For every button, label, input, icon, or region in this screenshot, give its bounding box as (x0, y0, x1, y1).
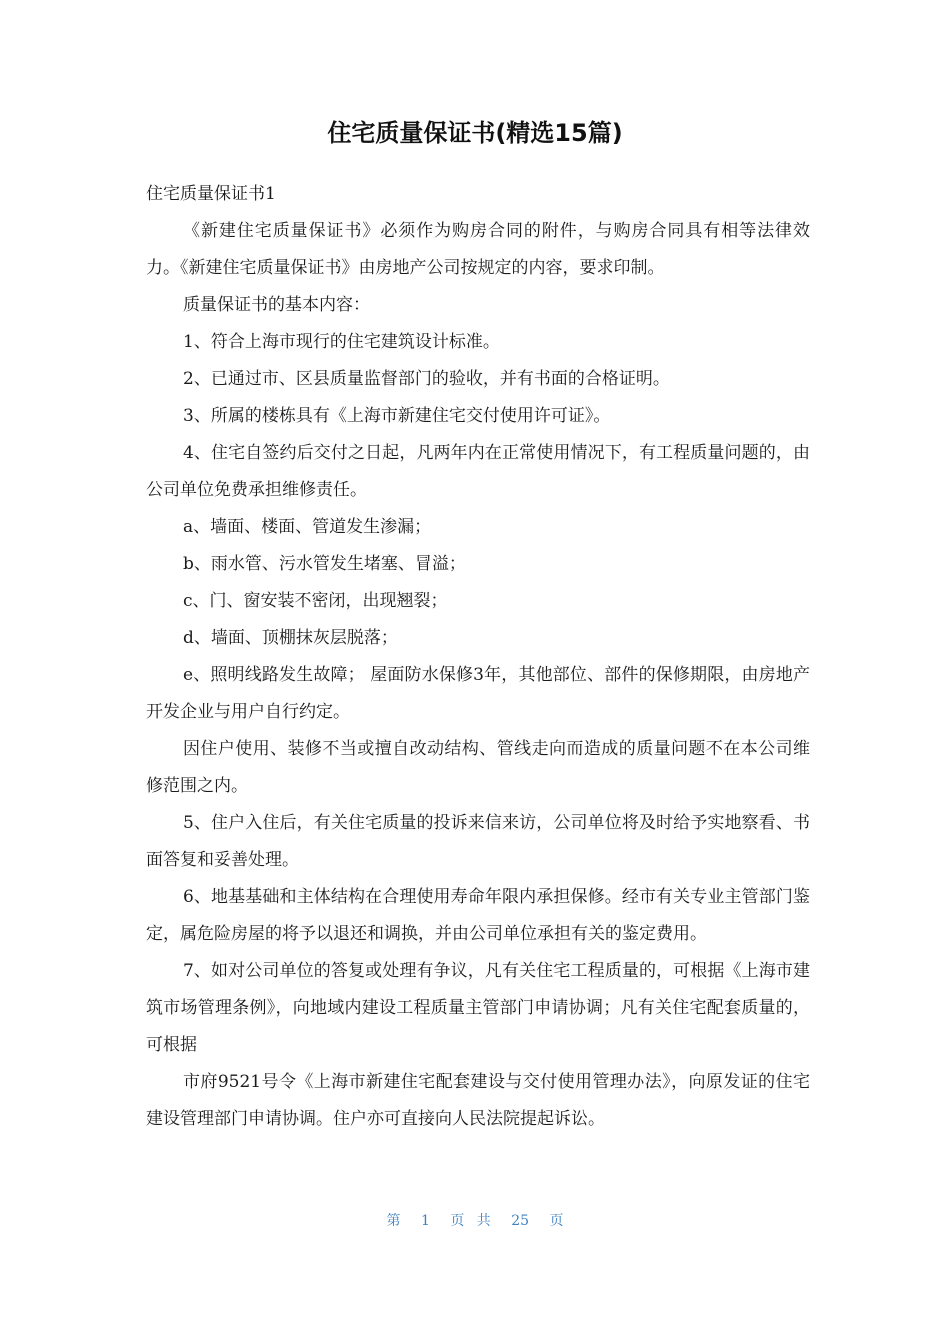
current-page-number: 1 (420, 1213, 430, 1229)
paragraph: 《新建住宅质量保证书》必须作为购房合同的附件，与购房合同具有相等法律效力。《新建住宅质量保证书》由房地产公司按规定的内容，要求印制。 (146, 221, 810, 278)
section-heading: 住宅质量保证书1 (146, 184, 276, 204)
paragraph: 2、已通过市、区县质量监督部门的验收，并有书面的合格证明。 (183, 369, 670, 389)
paragraph: 7、如对公司单位的答复或处理有争议，凡有关住宅工程质量的，可根据《上海市建筑市场管理条例》，向地域内建设工程质量主管部门申请协调；凡有关住宅配套质量的，可根据 (146, 961, 810, 1055)
paragraph: 1、符合上海市现行的住宅建筑设计标准。 (183, 332, 500, 352)
footer-label-page: 第 (386, 1213, 401, 1229)
paragraph: 市府9521号令《上海市新建住宅配套建设与交付使用管理办法》，向原发证的住宅建设管理部门申请协调。住户亦可直接向人民法院提起诉讼。 (146, 1072, 810, 1129)
footer-label-pages: 页 (549, 1213, 564, 1229)
paragraph: 3、所属的楼栋具有《上海市新建住宅交付使用许可证》。 (183, 406, 611, 426)
footer-label-of: 页 共 (450, 1213, 491, 1229)
paragraph: 5、住户入住后，有关住宅质量的投诉来信来访，公司单位将及时给予实地察看、书面答复和妥善处理。 (146, 813, 810, 870)
paragraph: 6、地基基础和主体结构在合理使用寿命年限内承担保修。经市有关专业主管部门鉴定，属危险房屋的将予以退还和调换，并由公司单位承担有关的鉴定费用。 (146, 887, 810, 944)
document-title: 住宅质量保证书(精选15篇) (327, 119, 623, 147)
document-body (146, 176, 810, 1138)
paragraph: 因住户使用、装修不当或擅自改动结构、管线走向而造成的质量问题不在本公司维修范围之内。 (146, 739, 810, 796)
paragraph: 质量保证书的基本内容： (183, 295, 370, 315)
page-footer (0, 1211, 950, 1231)
paragraph: 4、住宅自签约后交付之日起，凡两年内在正常使用情况下，有工程质量问题的，由公司单位免费承担维修责任。 (146, 443, 810, 500)
paragraph: b、雨水管、污水管发生堵塞、冒溢； (183, 554, 466, 574)
paragraph: e、照明线路发生故障； 屋面防水保修3年，其他部位、部件的保修期限，由房地产开发企业与用户自行约定。 (146, 665, 810, 722)
paragraph: a、墙面、楼面、管道发生渗漏； (183, 517, 432, 537)
total-page-count: 25 (511, 1213, 530, 1229)
paragraph: c、门、窗安装不密闭，出现翘裂； (183, 591, 448, 611)
paragraph: d、墙面、顶棚抹灰层脱落； (183, 628, 398, 648)
